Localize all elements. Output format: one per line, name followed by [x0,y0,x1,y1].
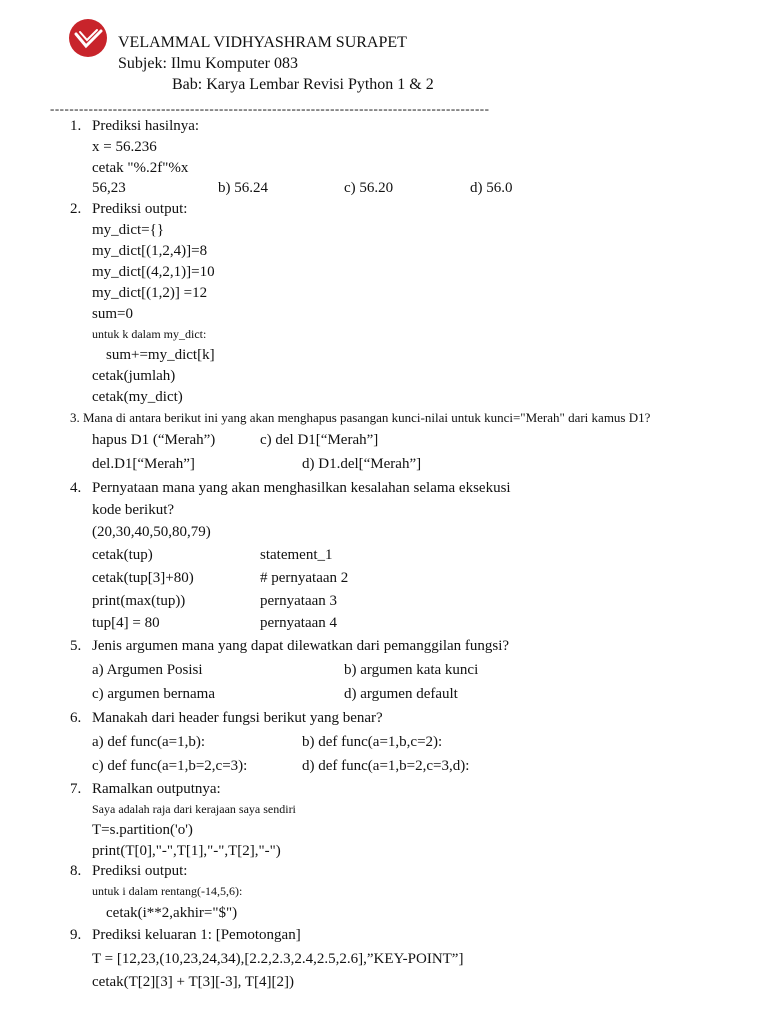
q4-statement-label: # pernyataan 2 [260,570,349,586]
q2-code-line: my_dict[(1,2)] =12 [92,285,208,301]
subject-line: Subjek: Ilmu Komputer 083 [118,55,298,72]
q5-number: 5. [70,638,82,654]
q6-option-b: b) def func(a=1,b,c=2): [302,734,443,750]
school-logo [68,18,108,58]
q1-line: x = 56.236 [92,139,157,155]
q7-code-line: Saya adalah raja dari kerajaan saya sendiri [92,802,296,816]
q4-code-line: tup[4] = 80 [92,615,160,631]
q5-title: Jenis argumen mana yang dapat dilewatkan dari pemanggilan fungsi? [92,638,510,654]
q9-number: 9. [70,927,82,943]
q2-code-line: cetak(my_dict) [92,389,183,405]
q4-statement-label: pernyataan 3 [260,593,338,609]
q6-number: 6. [70,710,82,726]
q1-line: cetak "%.2f"%x [92,160,189,176]
q2-code-line: sum=0 [92,306,133,322]
q7-title: Ramalkan outputnya: [92,781,221,797]
q2-number: 2. [70,201,82,217]
q4-statement-label: statement_1 [260,547,333,563]
q2-code-line: my_dict[(1,2,4)]=8 [92,243,208,259]
q6-option-d: d) def func(a=1,b=2,c=3,d): [302,758,470,774]
chapter-line: Bab: Karya Lembar Revisi Python 1 & 2 [172,76,434,93]
q4-code-line: cetak(tup[3]+80) [92,570,194,586]
q7-number: 7. [70,781,82,797]
q4-number: 4. [70,480,82,496]
q3-option-c: c) del D1[“Merah”] [260,432,379,448]
q5-option-c: c) argumen bernama [92,686,215,702]
q4-title: Pernyataan mana yang akan menghasilkan kesalahan selama eksekusi [92,480,511,496]
q3-text: 3. Mana di antara berikut ini yang akan menghapus pasangan kunci-nilai untuk kunci="Merah" dari kamus D1? [70,410,651,425]
q3-option-a: hapus D1 (“Merah”) [92,432,216,448]
q8-number: 8. [70,863,82,879]
q4-code-line: print(max(tup)) [92,593,186,609]
q2-code-line: untuk k dalam my_dict: [92,327,207,341]
q8-code-line: untuk i dalam rentang(-14,5,6): [92,884,243,898]
q2-code-line: cetak(jumlah) [92,368,176,384]
q6-title: Manakah dari header fungsi berikut yang benar? [92,710,383,726]
q6-option-a: a) def func(a=1,b): [92,734,205,750]
q2-code-line: my_dict[(4,2,1)]=10 [92,264,215,280]
q3-option-b: del.D1[“Merah”] [92,456,195,472]
q5-option-a: a) Argumen Posisi [92,662,203,678]
q7-code-line: print(T[0],"-",T[1],"-",T[2],"-") [92,843,281,859]
q6-option-c: c) def func(a=1,b=2,c=3): [92,758,248,774]
q1-option-c: c) 56.20 [344,180,394,196]
q9-code-line: cetak(T[2][3] + T[3][-3], T[4][2]) [92,974,294,990]
q9-code-line: T = [12,23,(10,23,24,34),[2.2,2.3,2.4,2.5,2.6],”KEY-POINT”] [92,951,464,967]
q4-title-cont: kode berikut? [92,502,175,518]
q2-title: Prediksi output: [92,201,188,217]
q7-code-line: T=s.partition('o') [92,822,193,838]
q4-tuple: (20,30,40,50,80,79) [92,524,211,540]
q3-option-d: d) D1.del[“Merah”] [302,456,422,472]
q4-statement-label: pernyataan 4 [260,615,338,631]
q9-title: Prediksi keluaran 1: [Pemotongan] [92,927,301,943]
q1-option-b: b) 56.24 [218,180,268,196]
q8-code-line: cetak(i**2,akhir="$") [106,905,238,921]
q5-option-d: d) argumen default [344,686,458,702]
q2-code-line: my_dict={} [92,222,165,238]
header-separator: ------------------------------------------------------------------------------------------- [50,101,490,116]
school-name: VELAMMAL VIDHYASHRAM SURAPET [118,34,407,51]
q1-option-d: d) 56.0 [470,180,513,196]
q8-title: Prediksi output: [92,863,188,879]
q4-code-line: cetak(tup) [92,547,153,563]
q1-title: Prediksi hasilnya: [92,118,200,134]
q1-option-a: 56,23 [92,180,126,196]
q5-option-b: b) argumen kata kunci [344,662,479,678]
q1-number: 1. [70,118,82,134]
q2-code-line: sum+=my_dict[k] [106,347,215,363]
